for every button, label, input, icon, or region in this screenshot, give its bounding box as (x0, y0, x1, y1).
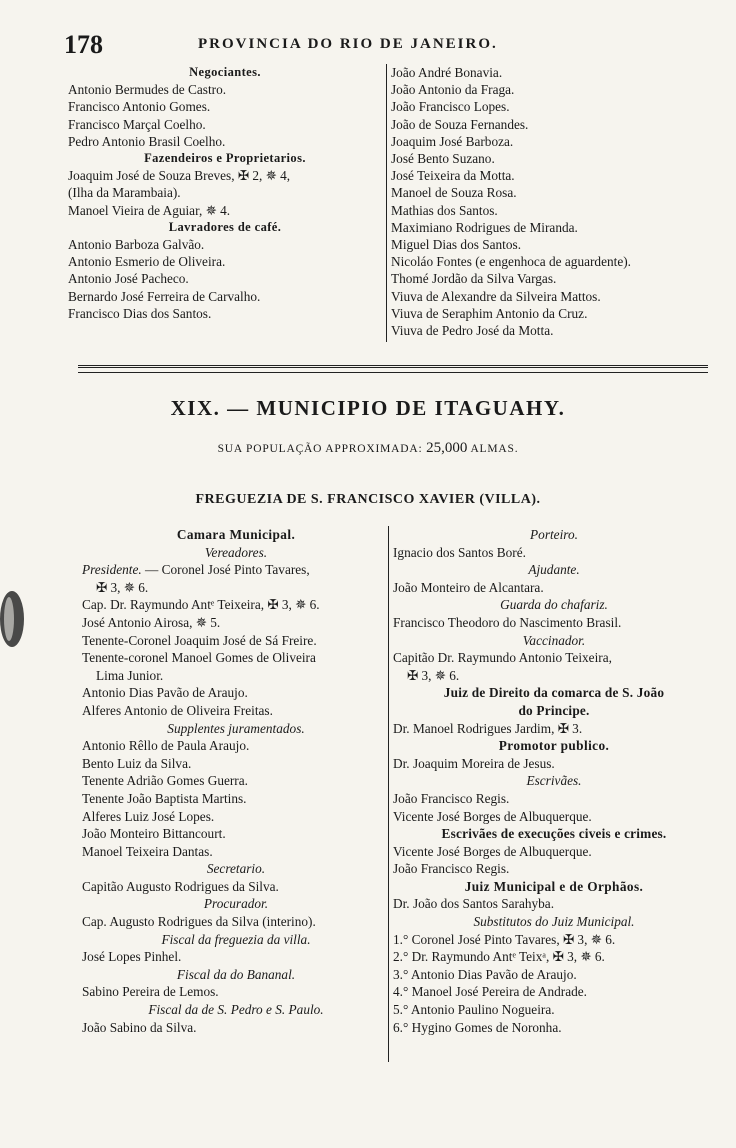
population-line (0, 440, 736, 457)
office-title: Substitutos do Juiz Municipal. (473, 914, 635, 930)
entry: Bernardo José Ferreira de Carvalho. (68, 288, 261, 304)
entry: João Francisco Lopes. (391, 99, 510, 115)
entry: Nicoláo Fontes (e engenhoca de aguardente). (391, 254, 631, 270)
office-title: Supplentes juramentados. (167, 720, 305, 736)
entry: Francisco Theodoro do Nascimento Brasil. (393, 614, 622, 630)
page-header (64, 30, 704, 58)
section-heading: Juiz de Direito da comarca de S. João (443, 685, 665, 701)
entry: Vicente José Borges de Albuquerque. (393, 808, 592, 824)
entry: Viuva de Pedro José da Motta. (391, 323, 554, 339)
section-heading: do Principe. (518, 702, 590, 718)
entry: Alferes Luiz José Lopes. (82, 808, 215, 824)
entry: 4.° Manoel José Pereira de Andrade. (393, 984, 587, 1000)
entry: ✠ 3, ✵ 6. (407, 667, 460, 683)
entry: Tenente João Baptista Martins. (82, 790, 247, 806)
bottom-right-column (388, 526, 715, 1062)
office-title: Guarda do chafariz. (500, 597, 608, 613)
entry: Tenente Adrião Gomes Guerra. (82, 773, 248, 789)
entry: Presidente. — Coronel José Pinto Tavares, (82, 562, 310, 578)
entry: Manoel Teixeira Dantas. (82, 843, 213, 859)
entry: Viuva de Alexandre da Silveira Mattos. (391, 288, 601, 304)
section-heading: Promotor publico. (498, 738, 610, 754)
entry: 5.° Antonio Paulino Nogueira. (393, 1002, 555, 1018)
top-directory (68, 64, 700, 344)
entry: João Sabino da Silva. (82, 1019, 197, 1035)
entry: José Lopes Pinhel. (82, 949, 182, 965)
entry: José Bento Suzano. (391, 151, 495, 167)
section-rule-double (78, 365, 708, 368)
running-title: PROVINCIA DO RIO DE JANEIRO. (198, 36, 498, 52)
office-title: Ajudante. (528, 562, 580, 578)
entry: Joaquim José Barboza. (391, 133, 514, 149)
office-title: Vereadores. (204, 544, 268, 560)
entry: Antonio Esmerio de Oliveira. (68, 254, 226, 270)
entry: (Ilha da Marambaia). (68, 185, 181, 201)
entry: Manoel Vieira de Aguiar, ✵ 4. (68, 202, 231, 218)
entry: Thomé Jordão da Silva Vargas. (391, 271, 557, 287)
section-heading: Lavradores de café. (168, 219, 282, 234)
entry: Antonio Barboza Galvão. (68, 237, 205, 253)
office-title: Procurador. (203, 896, 269, 912)
section-rule-single (78, 372, 708, 373)
page-stain-mark (0, 588, 32, 650)
entry: Francisco Dias dos Santos. (68, 305, 212, 321)
entry: João Antonio da Fraga. (391, 82, 515, 98)
entry: Maximiano Rodrigues de Miranda. (391, 219, 578, 235)
entry: José Teixeira da Motta. (391, 168, 515, 184)
entry: Miguel Dias dos Santos. (391, 237, 522, 253)
entry: Francisco Marçal Coelho. (68, 116, 206, 132)
entry: Dr. Joaquim Moreira de Jesus. (393, 755, 555, 771)
office-title: Fiscal da de S. Pedro e S. Paulo. (148, 1002, 324, 1018)
entry: Tenente-Coronel Joaquim José de Sá Freire. (82, 632, 317, 648)
entry: 6.° Hygino Gomes de Noronha. (393, 1019, 562, 1035)
entry: 1.° Coronel José Pinto Tavares, ✠ 3, ✵ 6. (393, 931, 616, 947)
entry: Antonio Rêllo de Paula Araujo. (82, 738, 250, 754)
entry: João Monteiro Bittancourt. (82, 826, 226, 842)
population-value: 25,000 (426, 440, 468, 456)
entry: João André Bonavia. (391, 65, 503, 80)
section-heading: Negociantes. (189, 65, 261, 79)
office-title: Fiscal da do Bananal. (176, 966, 296, 982)
entry: João Francisco Regis. (393, 861, 510, 877)
entry: Antonio José Pacheco. (68, 271, 189, 287)
entry: ✠ 3, ✵ 6. (96, 579, 149, 595)
entry: Manoel de Souza Rosa. (391, 185, 517, 201)
entry: Alferes Antonio de Oliveira Freitas. (82, 702, 273, 718)
entry: Sabino Pereira de Lemos. (82, 984, 219, 1000)
entry: José Antonio Airosa, ✵ 5. (82, 614, 221, 630)
section-heading: Fazendeiros e Proprietarios. (144, 151, 306, 166)
entry: Dr. João dos Santos Sarahyba. (393, 896, 555, 912)
entry: Cap. Dr. Raymundo Antᵉ Teixeira, ✠ 3, ✵ 6. (82, 597, 320, 613)
entry: Antonio Dias Pavão de Araujo. (82, 685, 248, 701)
entry: Dr. Manoel Rodrigues Jardim, ✠ 3. (393, 720, 583, 736)
entry: Cap. Augusto Rodrigues da Silva (interino). (82, 914, 316, 930)
population-unit: ALMAS. (470, 443, 519, 455)
top-right-column (386, 64, 709, 342)
presidente-label: Presidente. (82, 562, 142, 578)
office-title: Secretario. (206, 861, 266, 877)
entry: Ignacio dos Santos Boré. (393, 544, 526, 560)
population-label: SUA POPULAÇÃO APPROXIMADA: (217, 443, 423, 455)
freguezia-heading: FREGUEZIA DE S. FRANCISCO XAVIER (VILLA). (195, 492, 541, 507)
section-heading: Juiz Municipal e de Orphãos. (464, 878, 644, 894)
entry: Lima Junior. (96, 667, 164, 683)
entry: Mathias dos Santos. (391, 202, 498, 218)
office-title: Escrivães. (526, 773, 582, 789)
bottom-left-column (82, 526, 390, 1036)
office-title: Fiscal da freguezia da villa. (161, 931, 311, 947)
office-title: Vaccinador. (522, 632, 586, 648)
entry: João Monteiro de Alcantara. (393, 579, 544, 595)
entry: Vicente José Borges de Albuquerque. (393, 843, 592, 859)
top-left-column (68, 64, 382, 322)
section-heading: Escrivães de execuções civeis e crimes. (441, 826, 667, 842)
entry: Capitão Augusto Rodrigues da Silva. (82, 878, 279, 894)
entry: 3.° Antonio Dias Pavão de Araujo. (393, 966, 577, 982)
section-heading: Camara Municipal. (176, 527, 296, 542)
entry: Pedro Antonio Brasil Coelho. (68, 133, 226, 149)
entry: Viuva de Seraphim Antonio da Cruz. (391, 305, 588, 321)
page-number: 178 (64, 30, 103, 59)
entry: Antonio Bermudes de Castro. (68, 82, 227, 98)
municipio-heading: XIX. — MUNICIPIO DE ITAGUAHY. (170, 396, 566, 420)
entry: Tenente-coronel Manoel Gomes de Oliveira (82, 650, 316, 666)
entry: João de Souza Fernandes. (391, 116, 529, 132)
entry: Capitão Dr. Raymundo Antonio Teixeira, (393, 650, 612, 666)
entry: Bento Luiz da Silva. (82, 755, 192, 771)
office-title: Porteiro. (530, 527, 578, 542)
entry: 2.° Dr. Raymundo Antᵉ Teixᵃ, ✠ 3, ✵ 6. (393, 949, 605, 965)
entry: Francisco Antonio Gomes. (68, 99, 211, 115)
entry: Joaquim José de Souza Breves, ✠ 2, ✵ 4, (68, 168, 291, 184)
entry: João Francisco Regis. (393, 790, 510, 806)
